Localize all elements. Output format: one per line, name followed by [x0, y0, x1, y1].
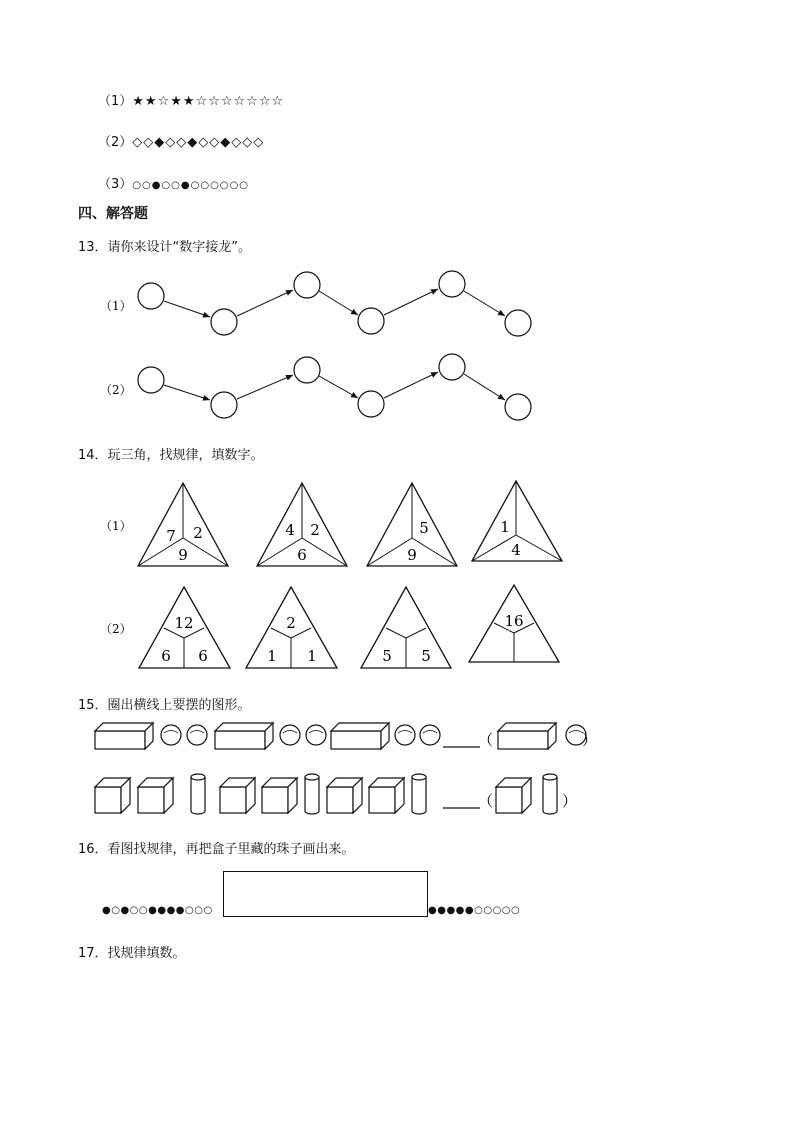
cuboid-shape [95, 723, 153, 749]
chain-row-1 [100, 271, 531, 336]
chain-circle[interactable] [211, 392, 237, 418]
chain-circle[interactable] [358, 308, 384, 334]
paren-open: （ [478, 731, 494, 749]
cylinder-shape [305, 774, 319, 814]
chain-arrow [464, 374, 505, 400]
pattern-line-2 [98, 131, 264, 150]
triangle-left-number: 5 [382, 647, 392, 665]
triangle-1 [138, 483, 228, 566]
chain-label: （1） [100, 299, 132, 313]
chain-circle[interactable] [294, 357, 320, 383]
chain-label: （2） [100, 383, 132, 397]
triangle-right-number: 2 [193, 524, 203, 542]
triangle-row-1 [138, 481, 562, 566]
shape-row-1 [95, 723, 597, 749]
chain-arrow [237, 375, 293, 399]
cylinder-shape [412, 774, 426, 814]
cube-shape [220, 778, 255, 813]
question-16: 16．看图找规律，再把盒子里藏的珠子画出来。 [78, 842, 355, 857]
chain-circle[interactable] [439, 271, 465, 297]
question-14: 14．玩三角，找规律，填数字。 [78, 448, 264, 463]
sphere-shape [280, 725, 300, 745]
chain-circle[interactable] [211, 309, 237, 335]
paren-close: ） [582, 731, 598, 749]
chain-arrow [319, 291, 358, 315]
triangle-bottom-number: 6 [297, 546, 307, 564]
chain-circle[interactable] [294, 272, 320, 298]
paren-open: （ [478, 792, 494, 810]
cube-shape [369, 778, 404, 813]
chain-circle[interactable] [505, 394, 531, 420]
question-17: 17．找规律填数。 [78, 946, 186, 961]
sphere-shape [395, 725, 415, 745]
triangle-left-number: 6 [161, 647, 171, 665]
triangle-bottom-number: 4 [511, 541, 521, 559]
triangle-right-number: 6 [198, 647, 208, 665]
shape-pattern [0, 715, 794, 825]
triangle-3 [367, 483, 457, 566]
pattern-label: （1） [98, 94, 133, 109]
triangle-right-number: 1 [307, 647, 317, 665]
diamond-sequence: ◇◇◆◇◇◆◇◇◆◇◇◇ [132, 135, 265, 150]
section-title: 四、解答题 [78, 206, 148, 222]
chain-circle[interactable] [138, 367, 164, 393]
chain-arrow [164, 385, 210, 400]
chain-arrow [164, 301, 210, 317]
cube-option[interactable] [496, 778, 531, 813]
triangle-bottom-number: 9 [178, 546, 188, 564]
question-15: 15．圈出横线上要摆的图形。 [78, 698, 251, 713]
cylinder-option[interactable] [543, 774, 557, 814]
paren-close: ） [562, 792, 578, 810]
chain-circle[interactable] [138, 283, 164, 309]
chain-row-2 [100, 354, 531, 420]
pattern-line-1 [98, 90, 284, 109]
triangle-right-number: 5 [421, 647, 431, 665]
shape-row-2 [95, 774, 577, 814]
sphere-shape [420, 725, 440, 745]
question-13: 13．请你来设计“数字接龙”。 [78, 240, 252, 255]
triangle-puzzle [0, 475, 794, 675]
triangle-4 [472, 481, 562, 561]
sphere-shape [161, 725, 181, 745]
triangle-2 [257, 483, 347, 566]
hidden-beads-box[interactable] [223, 871, 428, 917]
chain-arrow [384, 289, 438, 315]
sphere-shape [306, 725, 326, 745]
cuboid-shape [215, 723, 273, 749]
circle-sequence: ○○●○○●○○○○○○ [132, 180, 249, 191]
triangle-left-number: 1 [500, 518, 510, 536]
cuboid-option[interactable] [498, 723, 556, 749]
pattern-line-3 [98, 173, 249, 192]
triangle-row-label: （2） [100, 622, 132, 636]
triangle-row-label: （1） [100, 519, 132, 533]
triangle-left-number: 1 [267, 647, 277, 665]
triangle-6 [246, 587, 337, 668]
cube-shape [327, 778, 362, 813]
triangle-right-number: 5 [419, 519, 429, 537]
chain-arrow [319, 376, 358, 398]
beads-right: ●●●●●○○○○○ [428, 905, 521, 916]
chain-circle[interactable] [505, 310, 531, 336]
cuboid-shape [331, 723, 389, 749]
chain-circle[interactable] [439, 354, 465, 380]
triangle-right-number: 2 [310, 521, 320, 539]
triangle-8 [469, 585, 559, 662]
triangle-7 [361, 587, 451, 668]
triangle-top-number: 2 [286, 614, 296, 632]
triangle-top-number: 12 [174, 614, 194, 632]
chain-arrow [237, 290, 293, 316]
triangle-5 [139, 587, 230, 668]
chain-arrow [464, 291, 505, 316]
triangle-left-number: 4 [285, 521, 295, 539]
cylinder-shape [191, 774, 205, 814]
pattern-label: （3） [98, 177, 133, 192]
triangle-left-number: 7 [166, 527, 176, 545]
cube-shape [95, 778, 130, 813]
pattern-label: （2） [98, 135, 133, 150]
chain-arrow [384, 372, 438, 398]
star-sequence: ★★☆★★☆☆☆☆☆☆☆ [132, 94, 285, 109]
triangle-row-2 [139, 585, 559, 668]
cube-shape [138, 778, 173, 813]
number-chain-diagram [0, 260, 794, 430]
chain-circle[interactable] [358, 391, 384, 417]
beads-left: ●○●○○●●●●○○○ [102, 905, 213, 916]
cube-shape [262, 778, 297, 813]
sphere-shape [187, 725, 207, 745]
triangle-bottom-number: 9 [407, 546, 417, 564]
triangle-top-number: 16 [504, 612, 524, 630]
